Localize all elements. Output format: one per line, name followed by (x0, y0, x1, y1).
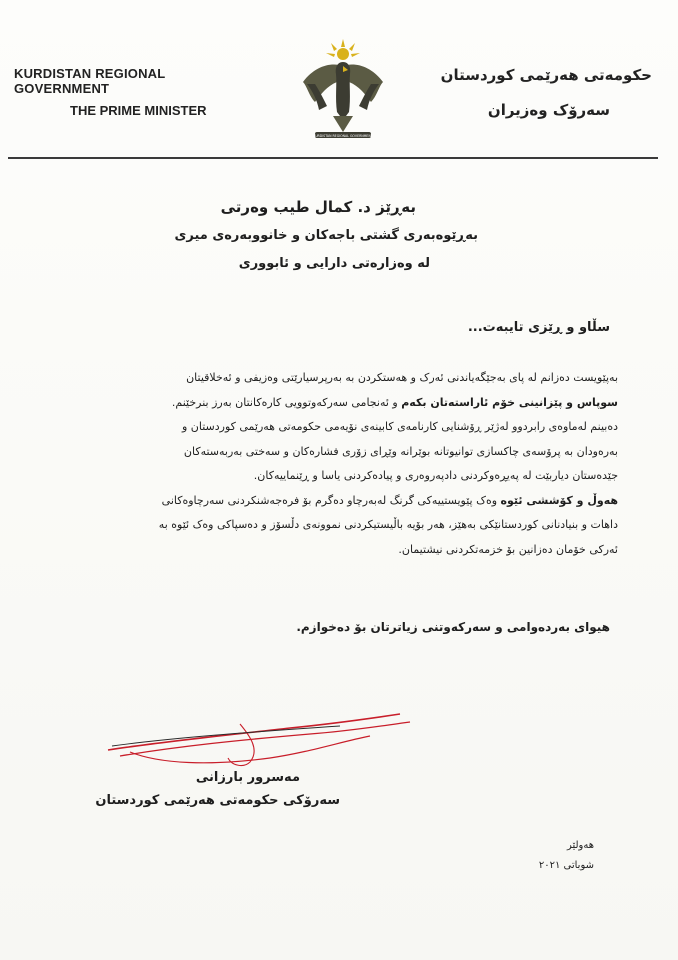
header-divider (8, 157, 658, 159)
para3-line3: ئەرکی خۆمان دەزانین بۆ خزمەتکردنی نیشتیمان. (398, 542, 618, 556)
para1-line1: بەپێویست دەزانم لە پای بەجێگەیاندنی ئەرک و هەستکردن بە بەرپرسیارێتی وەزیفی و ئەخلاقیتان (186, 371, 618, 384)
recipient-position: بەڕێوەبەری گشتی باجەکان و خانووبەرەی میری (174, 228, 478, 243)
org-name-ku: حکومەتی هەرێمی کوردستان (440, 66, 652, 84)
sun-icon (326, 39, 360, 60)
greeting: سڵاو و ڕێزی تایبەت... (467, 320, 610, 335)
signatory-title: سەرۆکی حکومەتی هەرێمی کوردستان (95, 793, 340, 808)
para1-emphasis: سوپاس و پێزانینی خۆم ئاراستەتان بکەم (401, 395, 618, 409)
org-name-en: KURDISTAN REGIONAL GOVERNMENT (14, 66, 166, 96)
para2-line1: دەبینم لەماوەی رابردوو لەژێر ڕۆشنایی کارنامەی کابینەی نۆیەمی حکومەتی هەرێمی کوردستان و (181, 420, 618, 433)
para2-line3: جێدەستان دیاربێت لە پەیڕەوکردنی دادپەروەری و پیادەکردنی یاسا و ڕێنماییەکان. (253, 469, 618, 482)
para3-emphasis: هەوڵ و کۆششی ئێوە (500, 493, 618, 507)
para1-line2 (58, 391, 618, 416)
para2-line2: بەرەودان بە پرۆسەی چاکسازی توانیوتانە بوێرانە وێڕای زۆری فشارەکان و سەختی بەربەستەکان (183, 444, 618, 458)
krg-eagle-emblem-icon (293, 36, 393, 144)
letter-body (58, 366, 618, 562)
office-title-en: THE PRIME MINISTER (70, 103, 207, 118)
recipient-name: بەڕێز د. کمال طیب وەرتی (220, 198, 416, 216)
emblem-banner-text: KURDISTAN REGIONAL GOVERNMENT (313, 134, 373, 138)
para3-line1 (58, 489, 618, 514)
office-title-ku: سەرۆک وەزیران (487, 101, 610, 119)
para1-rest: و ئەنجامی سەرکەوتوویی کارەکانتان بەرز بنرخێنم. (171, 395, 398, 409)
para3-rest: وەک پێویستییەکی گرنگ لەبەرچاو دەگرم بۆ فرەجەشنکردنی سەرچاوەکانی (161, 493, 498, 507)
recipient-ministry: لە وەزارەتی دارایی و ئابووری (238, 256, 430, 271)
handwritten-signature-icon (100, 706, 420, 774)
letter-date: شوباتی ٢٠٢١ (538, 860, 594, 871)
closing-line: هیوای بەردەوامی و سەرکەوتنی زیاترتان بۆ دەخوازم. (296, 620, 610, 634)
para3-line2: داهات و بنیادنانی کوردستانێکی بەهێز، هەر بۆیە باڵیستیکردنی نموونەی دڵسۆز و دەسپاکی وەک ئێوە بە (158, 518, 618, 531)
signatory-name: مەسرور بارزانی (195, 770, 300, 785)
letter-place: هەولێر (566, 840, 594, 851)
